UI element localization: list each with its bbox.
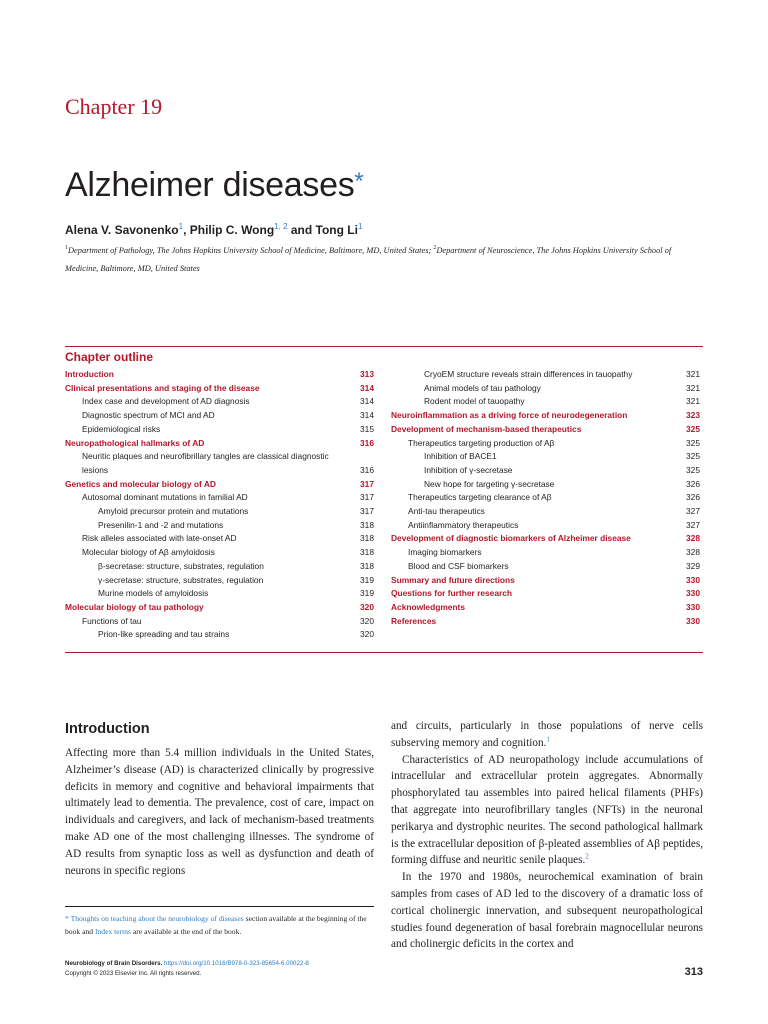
toc-entry-title: Anti-tau therapeutics <box>408 506 485 517</box>
toc-entry-page: 321 <box>686 382 700 393</box>
toc-entry-title: Summary and future directions <box>391 574 515 585</box>
toc-entry-page: 330 <box>686 601 700 612</box>
toc-entry[interactable] <box>65 505 374 519</box>
toc-entry-page: 318 <box>360 533 374 544</box>
affiliation-text: Department of Pathology, The Johns Hopkins University School of Medicine, Baltimore, MD, United States; <box>68 245 434 255</box>
author-name: Tong Li <box>315 223 358 237</box>
toc-entry-page: 325 <box>686 464 700 475</box>
toc-entry-title: Diagnostic spectrum of MCI and AD <box>82 410 215 421</box>
toc-entry-title: β-secretase: structure, substrates, regulation <box>98 560 264 571</box>
toc-entry-page: 313 <box>360 369 374 379</box>
toc-entry-title: Murine models of amyloidosis <box>98 588 209 599</box>
toc-entry-title: Autosomal dominant mutations in familial AD <box>82 492 248 503</box>
author-list <box>65 222 362 237</box>
toc-entry[interactable] <box>391 395 700 409</box>
footnote-text: are available at the end of the book. <box>131 927 242 936</box>
toc-entry-title: Therapeutics targeting clearance of Aβ <box>408 492 552 503</box>
toc-entry-title: Neuroinflammation as a driving force of neurodegeneration <box>391 410 628 421</box>
toc-entry-page: 325 <box>686 451 700 462</box>
toc-entry-title: Genetics and molecular biology of AD <box>65 478 216 489</box>
toc-entry[interactable] <box>65 491 374 505</box>
paragraph-text: and circuits, particularly in those populations of nerve cells subserving memory and cognition. <box>391 720 703 749</box>
toc-entry-page: 329 <box>686 560 700 571</box>
toc-entry-title: Blood and CSF biomarkers <box>408 560 509 571</box>
toc-entry-title: Development of diagnostic biomarkers of Alzheimer disease <box>391 533 631 544</box>
publication-footer <box>65 959 309 979</box>
toc-entry-title: Molecular biology of tau pathology <box>65 601 204 612</box>
toc-entry-title: Risk alleles associated with late-onset AD <box>82 533 237 544</box>
affiliation-mark: 1 <box>65 245 68 251</box>
toc-entry[interactable] <box>65 546 374 560</box>
toc-entry-title: Introduction <box>65 369 114 379</box>
toc-entry-title: Functions of tau <box>82 615 142 626</box>
paragraph-text: Characteristics of AD neuropathology include accumulations of intracellular and extracellular protein aggregates. Abnormally phosphorylated tau assembles into paired helical filaments (PHFs) that aggregate into neurofibrillary tangles (NFTs) in the neuronal perikarya and dystrophic neurites. The second pathological hallmark is the extracellular deposition of β-pleated assemblies of Aβ peptides, forming diffuse and neuritic senile plaques. <box>391 753 703 867</box>
toc-entry-title: Inhibition of BACE1 <box>424 451 497 462</box>
outline-title: Chapter outline <box>65 350 154 364</box>
copyright-text: Copyright © 2023 Elsevier Inc. All rights reserved. <box>65 970 202 977</box>
toc-entry-page: 328 <box>686 533 700 544</box>
footnote-link-teaching[interactable]: Thoughts on teaching about the neurobiology of diseases <box>70 914 244 923</box>
toc-entry-title: Prion-like spreading and tau strains <box>98 629 230 640</box>
toc-entry-title: γ-secretase: structure, substrates, regulation <box>98 574 264 585</box>
toc-entry-page: 317 <box>360 506 374 517</box>
toc-entry[interactable] <box>65 628 374 642</box>
toc-entry-page: 330 <box>686 615 700 626</box>
toc-entry-page: 318 <box>360 519 374 530</box>
citation-link[interactable]: 1 <box>546 735 550 744</box>
toc-entry-title: Neuritic plaques and neurofibrillary tangles are classical diagnostic lesions <box>82 451 329 475</box>
toc-entry-title: References <box>391 615 437 626</box>
paragraph: Affecting more than 5.4 million individuals in the United States, Alzheimer’s disease (AD) is characterized clinically by progressive deficits in memory and cognitive and behavioral impairments that ultimately lead to dementia. The prevalence, cost of care, impact on individuals and caregivers, and lack of mechanism-based treatments make AD one of the most challenging illnesses. The syndrome of AD results from synaptic loss as well as dysfunction and death of neurons in specific regions <box>65 747 374 877</box>
page-number: 313 <box>684 966 703 978</box>
outline-column-left <box>65 368 374 642</box>
toc-entry-page: 318 <box>360 547 374 558</box>
toc-entry-title: Animal models of tau pathology <box>424 382 541 393</box>
outline-bottom-rule <box>65 652 703 653</box>
outline-column-right <box>391 368 700 628</box>
toc-entry[interactable] <box>65 587 374 601</box>
toc-entry[interactable] <box>391 519 700 533</box>
toc-entry[interactable] <box>391 505 700 519</box>
toc-entry[interactable] <box>391 409 700 423</box>
toc-entry[interactable] <box>391 546 700 560</box>
author-affiliation-mark[interactable]: 1 <box>178 222 184 231</box>
toc-entry-title: Neuropathological hallmarks of AD <box>65 437 205 448</box>
toc-entry-page: 318 <box>360 560 374 571</box>
author-separator: and <box>287 223 316 237</box>
chapter-title-text: Alzheimer diseases <box>65 166 355 204</box>
toc-entry-title: Clinical presentations and staging of the disease <box>65 382 260 393</box>
toc-entry-page: 320 <box>360 601 374 612</box>
footnote-rule <box>65 906 374 907</box>
toc-entry-page: 330 <box>686 588 700 599</box>
toc-entry-title: Amyloid precursor protein and mutations <box>98 506 249 517</box>
author-affiliation-mark[interactable]: 1 <box>357 222 363 231</box>
toc-entry-title: Questions for further research <box>391 588 513 599</box>
toc-entry-page: 314 <box>360 396 374 407</box>
toc-entry-page: 327 <box>686 519 700 530</box>
toc-entry[interactable] <box>391 532 700 546</box>
toc-entry-page: 325 <box>686 423 700 434</box>
author-separator: , <box>183 223 190 237</box>
toc-entry[interactable] <box>65 478 374 492</box>
toc-entry-page: 316 <box>360 464 374 475</box>
section-heading-introduction: Introduction <box>65 721 150 737</box>
toc-entry-page: 320 <box>360 629 374 640</box>
toc-entry[interactable] <box>391 450 700 464</box>
toc-entry[interactable] <box>65 560 374 574</box>
footnote-mark: * <box>65 914 69 923</box>
toc-entry-title: Index case and development of AD diagnosis <box>82 396 250 407</box>
toc-entry-title: Imaging biomarkers <box>408 547 482 558</box>
toc-entry-title: Therapeutics targeting production of Aβ <box>408 437 555 448</box>
chapter-title <box>65 166 363 205</box>
toc-entry-title: Rodent model of tauopathy <box>424 396 525 407</box>
toc-entry-title: Acknowledgments <box>391 601 465 612</box>
toc-entry[interactable] <box>65 601 374 615</box>
footnote-text: section available at the beginning of the book and <box>65 914 367 936</box>
toc-entry[interactable] <box>65 532 374 546</box>
toc-entry-title: Antiinflammatory therapeutics <box>408 519 519 530</box>
paragraph: In the 1970 and 1980s, neurochemical examination of brain samples from cases of AD led to the discovery of a dramatic loss of cortical cholinergic innervation, and subsequent neuropathological studies found degeneration of basal forebrain magnocellular neurons and cholinergic deficits in the cortex and <box>391 871 703 951</box>
toc-entry-page: 315 <box>360 423 374 434</box>
toc-entry[interactable] <box>391 615 700 629</box>
toc-entry-page: 321 <box>686 396 700 407</box>
toc-entry-page: 326 <box>686 478 700 489</box>
affiliation-mark: 2 <box>433 245 437 251</box>
toc-entry-title: CryoEM structure reveals strain differences in tauopathy <box>424 369 633 379</box>
footnote-link-index[interactable]: Index terms <box>94 927 132 936</box>
toc-entry-page: 317 <box>360 478 374 489</box>
toc-entry[interactable] <box>65 437 374 451</box>
toc-entry-page: 320 <box>360 615 374 626</box>
toc-entry-title: Molecular biology of Aβ amyloidosis <box>82 547 215 558</box>
toc-entry[interactable] <box>65 368 374 382</box>
toc-entry-page: 330 <box>686 574 700 585</box>
footnote <box>65 912 374 938</box>
toc-entry[interactable] <box>391 423 700 437</box>
toc-entry[interactable] <box>65 423 374 437</box>
toc-entry[interactable] <box>391 368 700 382</box>
toc-entry-page: 323 <box>686 410 700 421</box>
toc-entry-title: New hope for targeting γ-secretase <box>424 478 555 489</box>
affiliations <box>65 239 705 278</box>
outline-top-rule <box>65 346 703 347</box>
right-column-text <box>391 718 703 953</box>
toc-entry-page: 319 <box>360 574 374 585</box>
book-title: Neurobiology of Brain Disorders. <box>65 960 163 967</box>
paragraph <box>391 718 703 752</box>
toc-entry-page: 314 <box>360 382 374 393</box>
title-footnote-mark[interactable]: * <box>354 168 364 195</box>
toc-entry-title: Inhibition of γ-secretase <box>424 464 513 475</box>
toc-entry-title: Epidemiological risks <box>82 423 161 434</box>
toc-entry-page: 327 <box>686 506 700 517</box>
paragraph <box>391 752 703 870</box>
author-name: Alena V. Savonenko <box>65 223 179 237</box>
toc-entry[interactable] <box>391 574 700 588</box>
citation-link[interactable]: 2 <box>585 852 589 861</box>
toc-entry[interactable] <box>65 574 374 588</box>
toc-entry[interactable] <box>391 491 700 505</box>
toc-entry[interactable] <box>391 464 700 478</box>
toc-entry[interactable] <box>65 519 374 533</box>
author-name: Philip C. Wong <box>189 223 275 237</box>
toc-entry-page: 319 <box>360 588 374 599</box>
toc-entry[interactable] <box>391 587 700 601</box>
toc-entry[interactable] <box>65 382 374 396</box>
author-affiliation-mark[interactable]: 1, 2 <box>274 222 288 231</box>
toc-entry-page: 326 <box>686 492 700 503</box>
toc-entry[interactable] <box>391 478 700 492</box>
toc-entry[interactable] <box>391 560 700 574</box>
toc-entry[interactable] <box>391 382 700 396</box>
toc-entry-page: 314 <box>360 410 374 421</box>
toc-entry[interactable] <box>65 409 374 423</box>
toc-entry-title: Presenilin-1 and -2 and mutations <box>98 519 224 530</box>
toc-entry-page: 317 <box>360 492 374 503</box>
toc-entry[interactable] <box>65 615 374 629</box>
toc-entry-page: 321 <box>686 369 700 379</box>
toc-entry[interactable] <box>391 601 700 615</box>
toc-entry-title: Development of mechanism-based therapeutics <box>391 423 582 434</box>
affiliation-text: Department of Neuroscience, The Johns Hopkins University School of Medicine, Baltimore, MD, United States <box>65 245 672 273</box>
chapter-label: Chapter 19 <box>65 94 163 119</box>
doi-link[interactable]: https://doi.org/10.1016/B978-0-323-85654-6.00022-8 <box>164 960 309 967</box>
toc-entry[interactable] <box>391 437 700 451</box>
toc-entry-page: 316 <box>360 437 374 448</box>
toc-entry-page: 328 <box>686 547 700 558</box>
toc-entry[interactable] <box>65 395 374 409</box>
toc-entry-page: 325 <box>686 437 700 448</box>
toc-entry[interactable] <box>65 450 374 477</box>
